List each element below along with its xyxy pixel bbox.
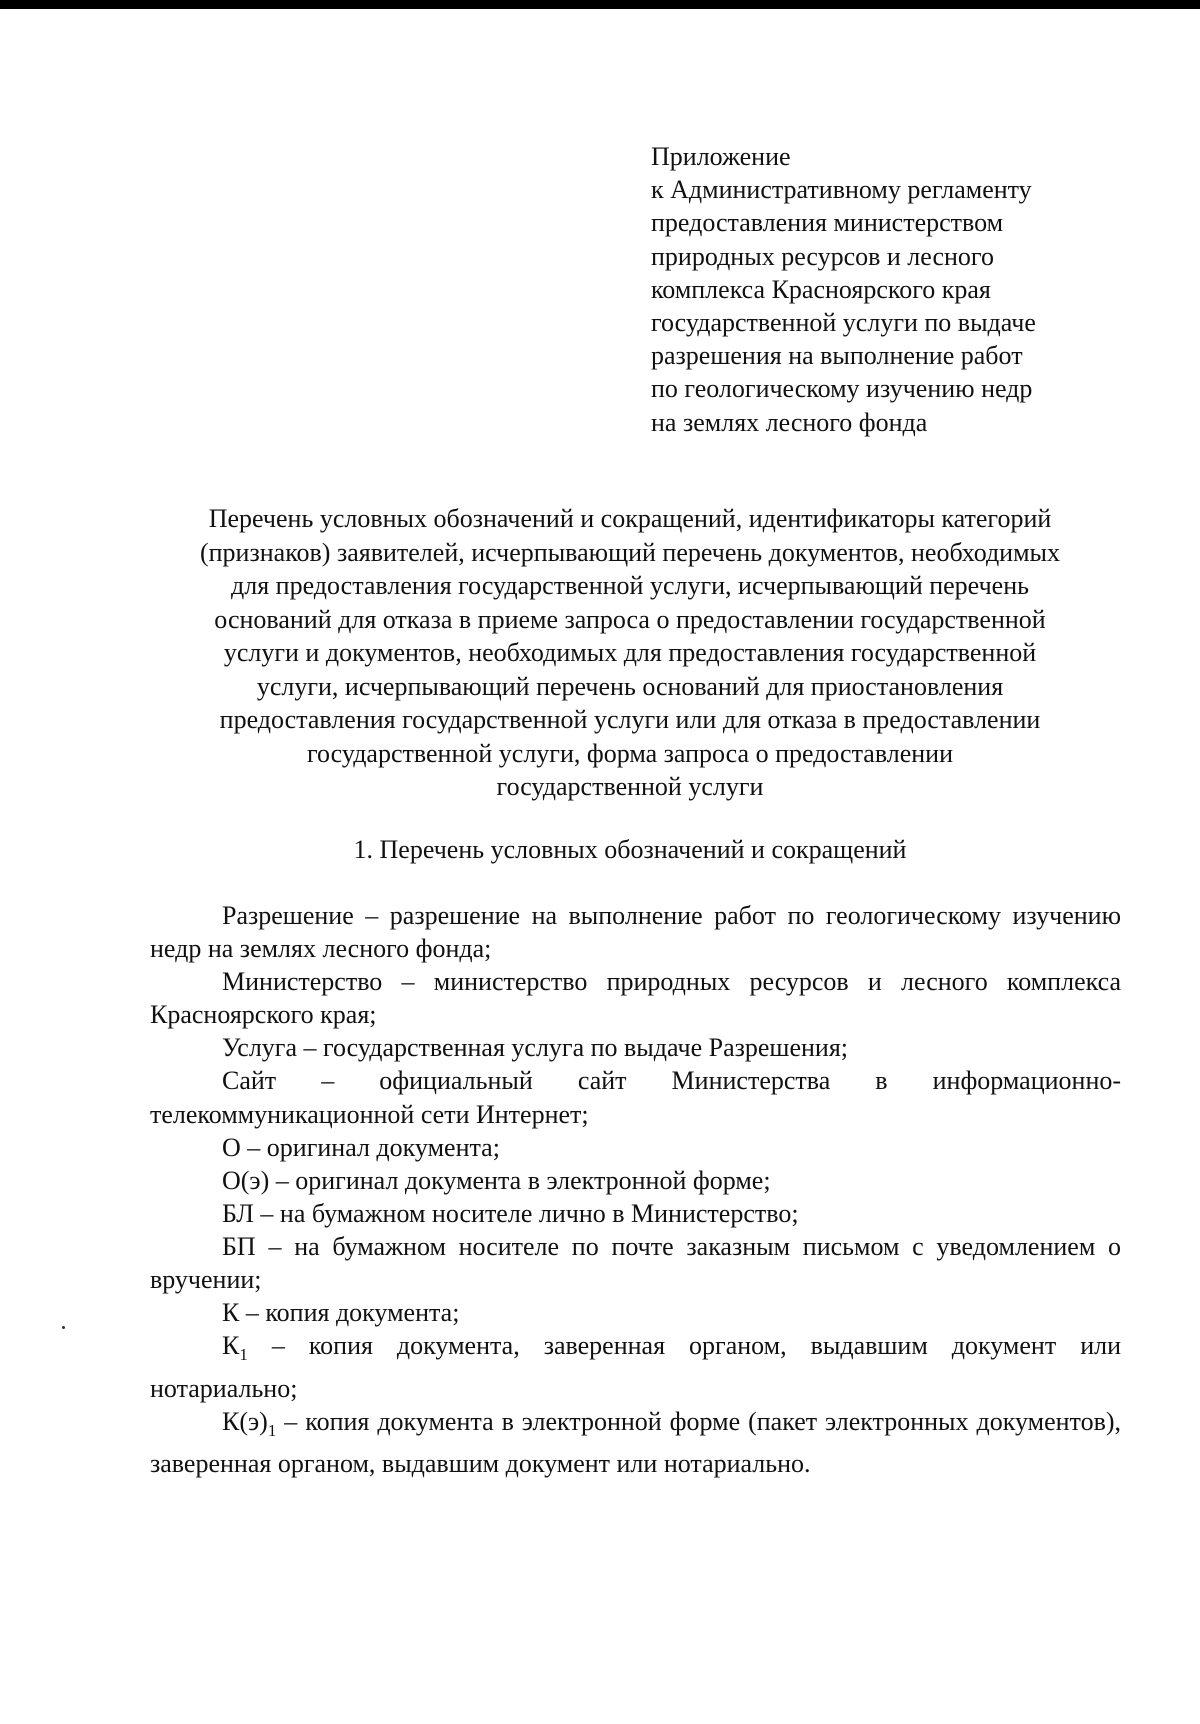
definition-item <box>150 1230 1121 1296</box>
definitions-list <box>150 899 1121 1480</box>
appendix-line: по геологическому изучению недр <box>651 374 1033 404</box>
title-line: оснований для отказа в приеме запроса о предоставлении государственной <box>214 604 1046 634</box>
appendix-line: Приложение <box>651 142 791 171</box>
definition-meaning: копия документа; <box>265 1298 460 1328</box>
definition-item <box>150 1296 1121 1329</box>
definition-meaning: официальный сайт Министерства в информационно-телекоммуникационной сети Интернет; <box>150 1066 1122 1129</box>
definition-item <box>150 1405 1121 1480</box>
definition-meaning: на бумажном носителе по почте заказным письмом с уведомлением о вручении; <box>150 1231 1122 1295</box>
appendix-line: разрешения на выполнение работ <box>651 341 1023 371</box>
appendix-line: предоставления министерством <box>651 208 1004 238</box>
definition-dash: – <box>245 1298 259 1328</box>
title-line: предоставления государственной услуги или для отказа в предоставлении <box>219 705 1041 734</box>
definition-dash: – <box>284 1406 298 1436</box>
document-title <box>150 502 1110 804</box>
definition-term: О(э) <box>222 1165 270 1195</box>
definition-subscript: 1 <box>239 1345 248 1365</box>
definition-dash: – <box>271 1331 285 1361</box>
definition-meaning: министерство природных ресурсов и лесного комплекса Красноярского края; <box>150 967 1121 1030</box>
definition-dash: – <box>321 1066 335 1096</box>
definition-item <box>150 1131 1121 1164</box>
title-line: для предоставления государственной услуги, исчерпывающий перечень <box>231 571 1029 600</box>
title-line: Перечень условных обозначений и сокращений, идентификаторы категорий <box>208 504 1052 533</box>
definition-item <box>150 1329 1121 1404</box>
definition-item <box>150 1197 1121 1230</box>
definition-item <box>150 899 1121 965</box>
appendix-header <box>651 140 1151 439</box>
definition-term: Сайт <box>222 1066 277 1096</box>
definition-meaning: на бумажном носителе лично в Министерство; <box>279 1198 799 1228</box>
title-line: услуги и документов, необходимых для предоставления государственной <box>223 638 1037 667</box>
definition-meaning: оригинал документа; <box>266 1132 500 1162</box>
title-line: (признаков) заявителей, исчерпывающий перечень документов, необходимых <box>199 537 1061 567</box>
definition-dash: – <box>247 1132 261 1162</box>
definition-meaning: копия документа, заверенная органом, выдавшим документ или нотариально; <box>150 1331 1122 1403</box>
scan-speck <box>62 1326 65 1329</box>
definition-dash: – <box>275 1165 289 1195</box>
definition-term: БЛ <box>222 1198 254 1228</box>
definition-meaning: оригинал документа в электронной форме; <box>295 1165 771 1195</box>
definition-meaning: государственная услуга по выдаче Разрешения; <box>323 1033 849 1063</box>
definition-term: Министерство <box>222 967 383 997</box>
definition-item <box>150 1064 1121 1130</box>
definition-term: К <box>222 1331 240 1361</box>
definition-meaning: копия документа в электронной форме (пакет электронных документов), заверенная органом, выдавшим документ или нотариально. <box>150 1406 1122 1478</box>
definition-dash: – <box>365 901 379 930</box>
appendix-line: государственной услуги по выдаче <box>651 308 1036 338</box>
appendix-line: на землях лесного фонда <box>651 407 928 437</box>
definition-item <box>150 965 1121 1031</box>
title-line: услуги, исчерпывающий перечень оснований для приостановления <box>256 671 1004 701</box>
definition-term: О <box>222 1132 241 1162</box>
definition-item <box>150 1164 1121 1197</box>
definition-dash: – <box>260 1198 274 1228</box>
appendix-line: комплекса Красноярского края <box>651 274 991 304</box>
scan-top-border <box>0 0 1200 9</box>
section-heading: 1. Перечень условных обозначений и сокращений <box>353 835 907 864</box>
definition-dash: – <box>268 1231 282 1261</box>
definition-dash: – <box>303 1033 317 1063</box>
definition-term: БП <box>222 1231 256 1261</box>
definition-meaning: разрешение на выполнение работ по геологическому изучению недр на землях лесного фонда; <box>150 901 1122 964</box>
definition-dash: – <box>401 967 415 997</box>
definition-term: К(э) <box>222 1406 268 1436</box>
definition-term: Разрешение <box>222 901 354 930</box>
definition-term: Услуга <box>222 1033 298 1063</box>
title-line: государственной услуги, форма запроса о предоставлении <box>306 738 954 768</box>
appendix-line: к Административному регламенту <box>651 175 1032 205</box>
title-line: государственной услуги <box>496 772 764 801</box>
appendix-line: природных ресурсов и лесного <box>651 241 994 271</box>
definition-term: К <box>222 1298 240 1328</box>
definition-item <box>150 1031 1121 1064</box>
definition-subscript: 1 <box>267 1420 277 1440</box>
